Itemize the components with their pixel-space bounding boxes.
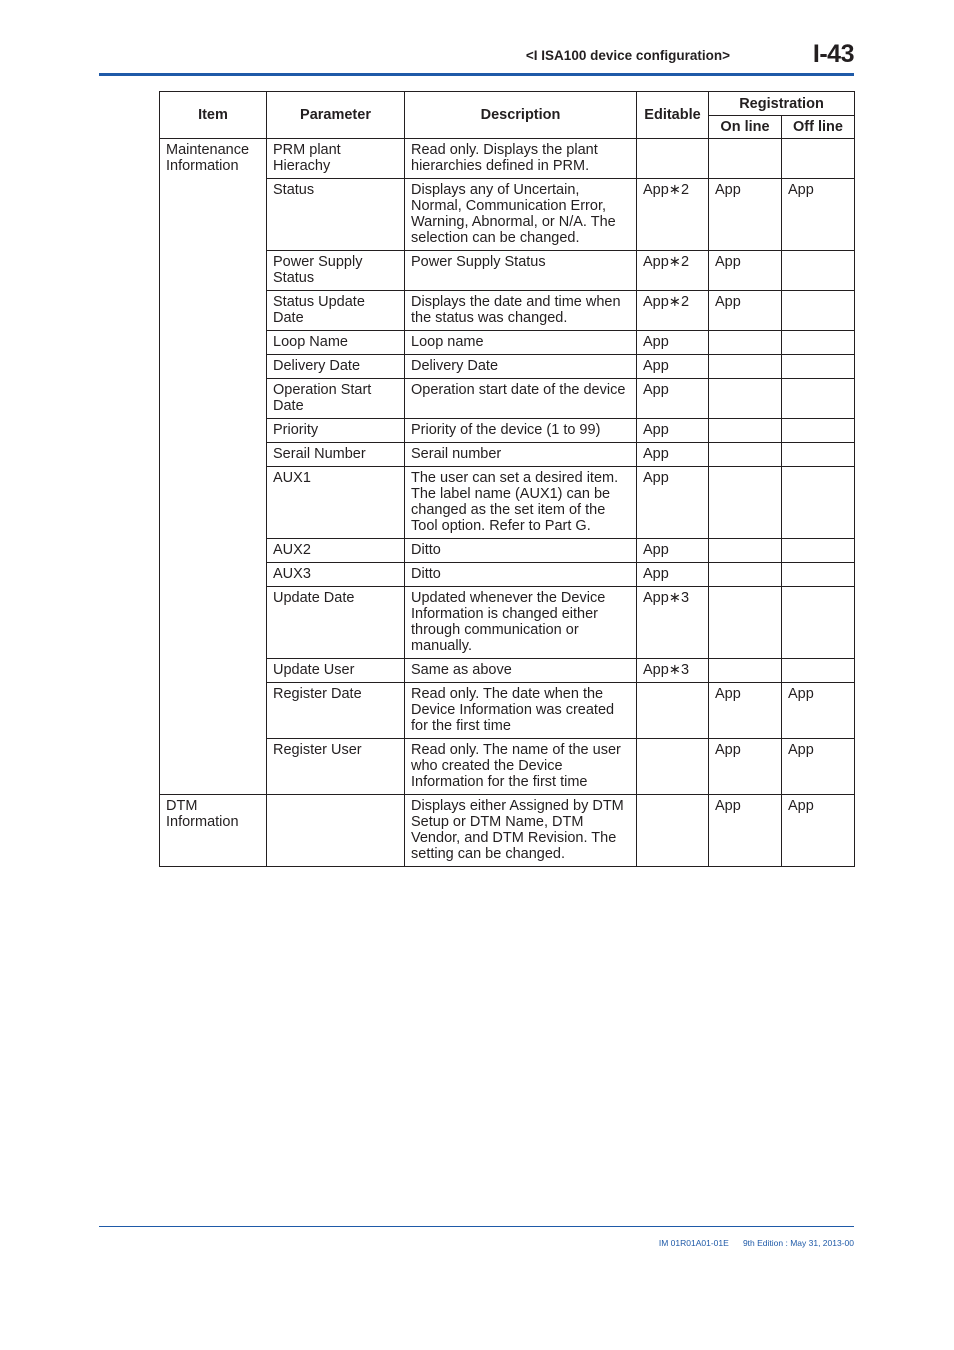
offline-cell xyxy=(782,467,855,539)
parameter-cell: Status xyxy=(267,179,405,251)
description-cell: Displays either Assigned by DTM Setup or DTM Name, DTM Vendor, and DTM Revision. The setting can be changed. xyxy=(405,795,637,867)
description-cell: Displays the date and time when the status was changed. xyxy=(405,291,637,331)
header-item: Item xyxy=(160,92,267,139)
offline-cell xyxy=(782,139,855,179)
item-cell: Maintenance Information xyxy=(160,139,267,795)
editable-cell: App∗2 xyxy=(637,291,709,331)
description-cell: Serail number xyxy=(405,443,637,467)
footer xyxy=(659,1238,854,1248)
online-cell: App xyxy=(709,683,782,739)
offline-cell xyxy=(782,291,855,331)
edition: 9th Edition : May 31, 2013-00 xyxy=(742,1238,854,1248)
description-cell: Loop name xyxy=(405,331,637,355)
offline-cell xyxy=(782,539,855,563)
parameter-cell: Update User xyxy=(267,659,405,683)
header-parameter: Parameter xyxy=(267,92,405,139)
online-cell xyxy=(709,331,782,355)
parameter-cell: Register User xyxy=(267,739,405,795)
editable-cell xyxy=(637,683,709,739)
table-row xyxy=(160,139,855,179)
parameter-cell: AUX2 xyxy=(267,539,405,563)
parameter-cell: Register Date xyxy=(267,683,405,739)
offline-cell xyxy=(782,443,855,467)
online-cell: App xyxy=(709,291,782,331)
online-cell xyxy=(709,539,782,563)
online-cell xyxy=(709,419,782,443)
parameter-cell: Operation Start Date xyxy=(267,379,405,419)
description-cell: Operation start date of the device xyxy=(405,379,637,419)
description-cell: Read only. The date when the Device Information was created for the first time xyxy=(405,683,637,739)
online-cell xyxy=(709,139,782,179)
editable-cell: App xyxy=(637,563,709,587)
item-cell: DTM Information xyxy=(160,795,267,867)
offline-cell xyxy=(782,587,855,659)
online-cell xyxy=(709,467,782,539)
header-editable: Editable xyxy=(637,92,709,139)
offline-cell xyxy=(782,563,855,587)
offline-cell: App xyxy=(782,683,855,739)
offline-cell xyxy=(782,331,855,355)
editable-cell: App xyxy=(637,539,709,563)
online-cell: App xyxy=(709,179,782,251)
offline-cell: App xyxy=(782,739,855,795)
offline-cell xyxy=(782,251,855,291)
header-registration: Registration xyxy=(709,92,855,116)
parameter-cell: Serail Number xyxy=(267,443,405,467)
online-cell xyxy=(709,563,782,587)
description-cell: Ditto xyxy=(405,563,637,587)
editable-cell: App xyxy=(637,331,709,355)
parameter-cell: AUX3 xyxy=(267,563,405,587)
offline-cell xyxy=(782,659,855,683)
online-cell xyxy=(709,587,782,659)
description-cell: Read only. The name of the user who created the Device Information for the first time xyxy=(405,739,637,795)
offline-cell xyxy=(782,419,855,443)
offline-cell: App xyxy=(782,795,855,867)
description-cell: Ditto xyxy=(405,539,637,563)
online-cell xyxy=(709,355,782,379)
parameter-cell: AUX1 xyxy=(267,467,405,539)
editable-cell xyxy=(637,795,709,867)
parameter-cell: Power Supply Status xyxy=(267,251,405,291)
parameter-cell: Update Date xyxy=(267,587,405,659)
description-cell: Displays any of Uncertain, Normal, Communication Error, Warning, Abnormal, or N/A. The selection can be changed. xyxy=(405,179,637,251)
section-title: <I ISA100 device configuration> xyxy=(525,48,730,63)
editable-cell: App xyxy=(637,355,709,379)
header-online: On line xyxy=(709,116,782,139)
parameter-cell: PRM plant Hierachy xyxy=(267,139,405,179)
header-rule xyxy=(99,73,854,76)
online-cell xyxy=(709,379,782,419)
editable-cell xyxy=(637,739,709,795)
description-cell: The user can set a desired item. The label name (AUX1) can be changed as the set item of the Tool option. Refer to Part G. xyxy=(405,467,637,539)
online-cell: App xyxy=(709,251,782,291)
editable-cell: App∗3 xyxy=(637,587,709,659)
parameter-cell: Status Update Date xyxy=(267,291,405,331)
device-information-table xyxy=(159,91,855,867)
offline-cell xyxy=(782,355,855,379)
description-cell: Priority of the device (1 to 99) xyxy=(405,419,637,443)
header-description: Description xyxy=(405,92,637,139)
description-cell: Updated whenever the Device Information is changed either through communication or manually. xyxy=(405,587,637,659)
offline-cell: App xyxy=(782,179,855,251)
editable-cell: App xyxy=(637,467,709,539)
parameter-cell: Loop Name xyxy=(267,331,405,355)
editable-cell: App xyxy=(637,419,709,443)
editable-cell: App xyxy=(637,379,709,419)
page-number: I-43 xyxy=(812,40,854,68)
offline-cell xyxy=(782,379,855,419)
parameter-cell xyxy=(267,795,405,867)
description-cell: Same as above xyxy=(405,659,637,683)
online-cell xyxy=(709,443,782,467)
editable-cell: App xyxy=(637,443,709,467)
description-cell: Read only. Displays the plant hierarchies defined in PRM. xyxy=(405,139,637,179)
editable-cell: App∗2 xyxy=(637,251,709,291)
parameter-cell: Priority xyxy=(267,419,405,443)
header-offline: Off line xyxy=(782,116,855,139)
doc-id: IM 01R01A01-01E xyxy=(658,1238,729,1248)
editable-cell: App∗3 xyxy=(637,659,709,683)
description-cell: Power Supply Status xyxy=(405,251,637,291)
table-row xyxy=(160,795,855,867)
editable-cell xyxy=(637,139,709,179)
online-cell: App xyxy=(709,795,782,867)
description-cell: Delivery Date xyxy=(405,355,637,379)
editable-cell: App∗2 xyxy=(637,179,709,251)
online-cell xyxy=(709,659,782,683)
footer-rule xyxy=(99,1226,854,1227)
online-cell: App xyxy=(709,739,782,795)
parameter-cell: Delivery Date xyxy=(267,355,405,379)
